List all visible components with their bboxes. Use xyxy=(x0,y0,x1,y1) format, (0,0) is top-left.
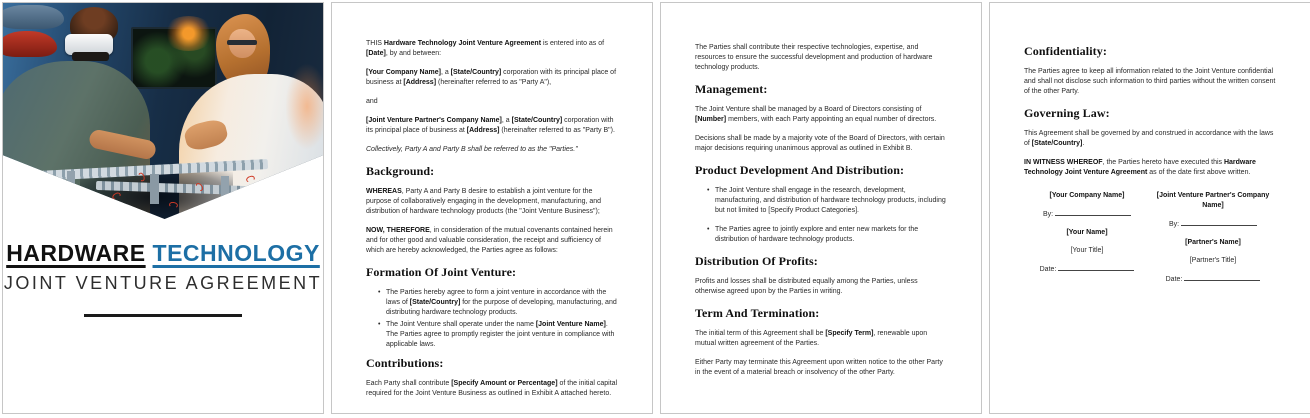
paragraph-collectively: Collectively, Party A and Party B shall be referred to as the "Parties." xyxy=(366,146,578,153)
cover-title-block xyxy=(3,240,323,317)
document-title xyxy=(3,240,323,267)
photo-wire xyxy=(53,179,64,188)
signature-title: [Partner's Title] xyxy=(1189,257,1237,264)
paragraph-party-a: [Your Company Name], a [State/Country] corporation with its principal place of business at [Address] (hereinafter referred to as "Party A"), xyxy=(366,69,617,86)
page-1-cover xyxy=(2,2,324,414)
paragraph-confidentiality: The Parties agree to keep all information related to the Joint Venture confidential and shall not disclose such information to third parties without the written consent of the other Party. xyxy=(1024,68,1276,95)
signature-name: [Your Name] xyxy=(1066,229,1108,236)
section-heading-profits: Distribution Of Profits: xyxy=(695,254,818,268)
section-heading-product: Product Development And Distribution: xyxy=(695,163,905,177)
signature-line xyxy=(1181,219,1257,226)
signature-line xyxy=(1184,274,1260,281)
signature-party-b xyxy=(1150,191,1276,293)
section-heading-governing-law: Governing Law: xyxy=(1024,106,1110,120)
document-subtitle: JOINT VENTURE AGREEMENT xyxy=(3,273,323,293)
paragraph-now-therefore: NOW, THEREFORE, in consideration of the mutual covenants contained herein and for other good and valuable consideration, the receipt and sufficiency of which are hereby acknowledged, the Parties agree as follows: xyxy=(366,227,613,254)
signature-party-a xyxy=(1024,191,1150,293)
section-heading-term: Term And Termination: xyxy=(695,306,820,320)
photo-rim-light xyxy=(285,63,323,149)
photo-frame-post xyxy=(221,176,229,202)
signature-date-label: Date: xyxy=(1039,266,1057,273)
photo-frame-post xyxy=(150,174,158,204)
paragraph-whereas: WHEREAS, Party A and Party B desire to establish a joint venture for the purpose of collaboratively engaging in the development, manufacturing, and distribution of hardware technology products (the "Joint Venture Business"); xyxy=(366,188,602,215)
bullet-item: • The Joint Venture shall operate under the name [Joint Venture Name]. The Parties agree to promptly register the joint venture in compliance with applicable laws. xyxy=(378,320,618,350)
paragraph-contributions: Each Party shall contribute [Specify Amount or Percentage] of the initial capital required for the Joint Venture Business as outlined in Exhibit A attached hereto. xyxy=(366,380,618,397)
bullet-item: • The Parties agree to jointly explore and enter new markets for the distribution of hardware technology products. xyxy=(707,225,947,245)
photo-vr-faceplate xyxy=(72,52,109,62)
signature-title: [Your Title] xyxy=(1070,247,1104,254)
paragraph-intro: THIS Hardware Technology Joint Venture Agreement is entered into as of [Date], by and between: xyxy=(366,40,605,57)
paragraph-term-initial: The initial term of this Agreement shall be [Specify Term], renewable upon mutual written agreement of the Parties. xyxy=(695,330,928,347)
product-bullet-list xyxy=(695,186,947,245)
photo-red-car-shape xyxy=(3,31,57,57)
signature-date-row xyxy=(1150,274,1276,285)
page-2 xyxy=(331,2,653,414)
paragraph-governing-law: This Agreement shall be governed by and construed in accordance with the laws of [State/Country]. xyxy=(1024,130,1274,147)
signature-block xyxy=(1024,191,1276,293)
title-divider xyxy=(84,314,242,317)
signature-by-label: By: xyxy=(1168,221,1180,228)
signature-date-row xyxy=(1024,264,1150,275)
paragraph-term-termination: Either Party may terminate this Agreement upon written notice to the other Party in the event of a material breach or insolvency of the other Party. xyxy=(695,359,943,376)
hero-photo xyxy=(3,3,323,219)
photo-frame-post xyxy=(67,171,75,199)
signature-line xyxy=(1058,264,1134,271)
formation-bullet-list xyxy=(366,288,618,350)
photo-orange-glow xyxy=(163,16,214,51)
photo-safety-glasses xyxy=(227,40,257,46)
paragraph-party-b: [Joint Venture Partner's Company Name], a [State/Country] corporation with its principal place of business at [Address] (hereinafter referred to as "Party B"). xyxy=(366,117,615,134)
paragraph-profits: Profits and losses shall be distributed equally among the Parties, unless otherwise agreed upon by the Parties in writing. xyxy=(695,278,918,295)
paragraph-and: and xyxy=(366,98,378,105)
photo-model-car-shape xyxy=(3,5,64,29)
signature-company: [Your Company Name] xyxy=(1049,192,1125,199)
bullet-item: • The Parties hereby agree to form a joint venture in accordance with the laws of [State/Country] for the purpose of developing, manufacturing, and distributing hardware technology products. xyxy=(378,288,618,318)
signature-company: [Joint Venture Partner's Company Name] xyxy=(1156,192,1270,209)
signature-by-label: By: xyxy=(1042,211,1054,218)
paragraph-contribution-note: The Parties shall contribute their respective technologies, expertise, and resources to ensure the successful development and production of hardware technology products. xyxy=(695,44,933,71)
title-word-technology: TECHNOLOGY xyxy=(152,240,320,266)
section-heading-management: Management: xyxy=(695,82,768,96)
section-heading-background: Background: xyxy=(366,164,435,178)
page-3 xyxy=(660,2,982,414)
paragraph-witness: IN WITNESS WHEREOF, the Parties hereto have executed this Hardware Technology Joint Venture Agreement as of the date first above written. xyxy=(1024,159,1256,176)
bullet-item: • The Joint Venture shall engage in the research, development, manufacturing, and distribution of hardware technology products, including but not limited to [Specify Product Categories]. xyxy=(707,186,947,216)
section-heading-formation: Formation Of Joint Venture: xyxy=(366,265,517,279)
title-word-hardware: HARDWARE xyxy=(6,240,146,266)
signature-by-row xyxy=(1150,219,1276,230)
page-4 xyxy=(989,2,1310,414)
section-heading-contributions: Contributions: xyxy=(366,356,444,370)
signature-name: [Partner's Name] xyxy=(1185,239,1241,246)
signature-line xyxy=(1055,209,1131,216)
signature-by-row xyxy=(1024,209,1150,220)
signature-date-label: Date: xyxy=(1165,276,1183,283)
paragraph-decisions: Decisions shall be made by a majority vote of the Board of Directors, with certain major decisions requiring unanimous approval as outlined in Exhibit B. xyxy=(695,135,945,152)
paragraph-board: The Joint Venture shall be managed by a Board of Directors consisting of [Number] members, with each Party appointing an equal number of directors. xyxy=(695,106,937,123)
section-heading-confidentiality: Confidentiality: xyxy=(1024,44,1107,58)
